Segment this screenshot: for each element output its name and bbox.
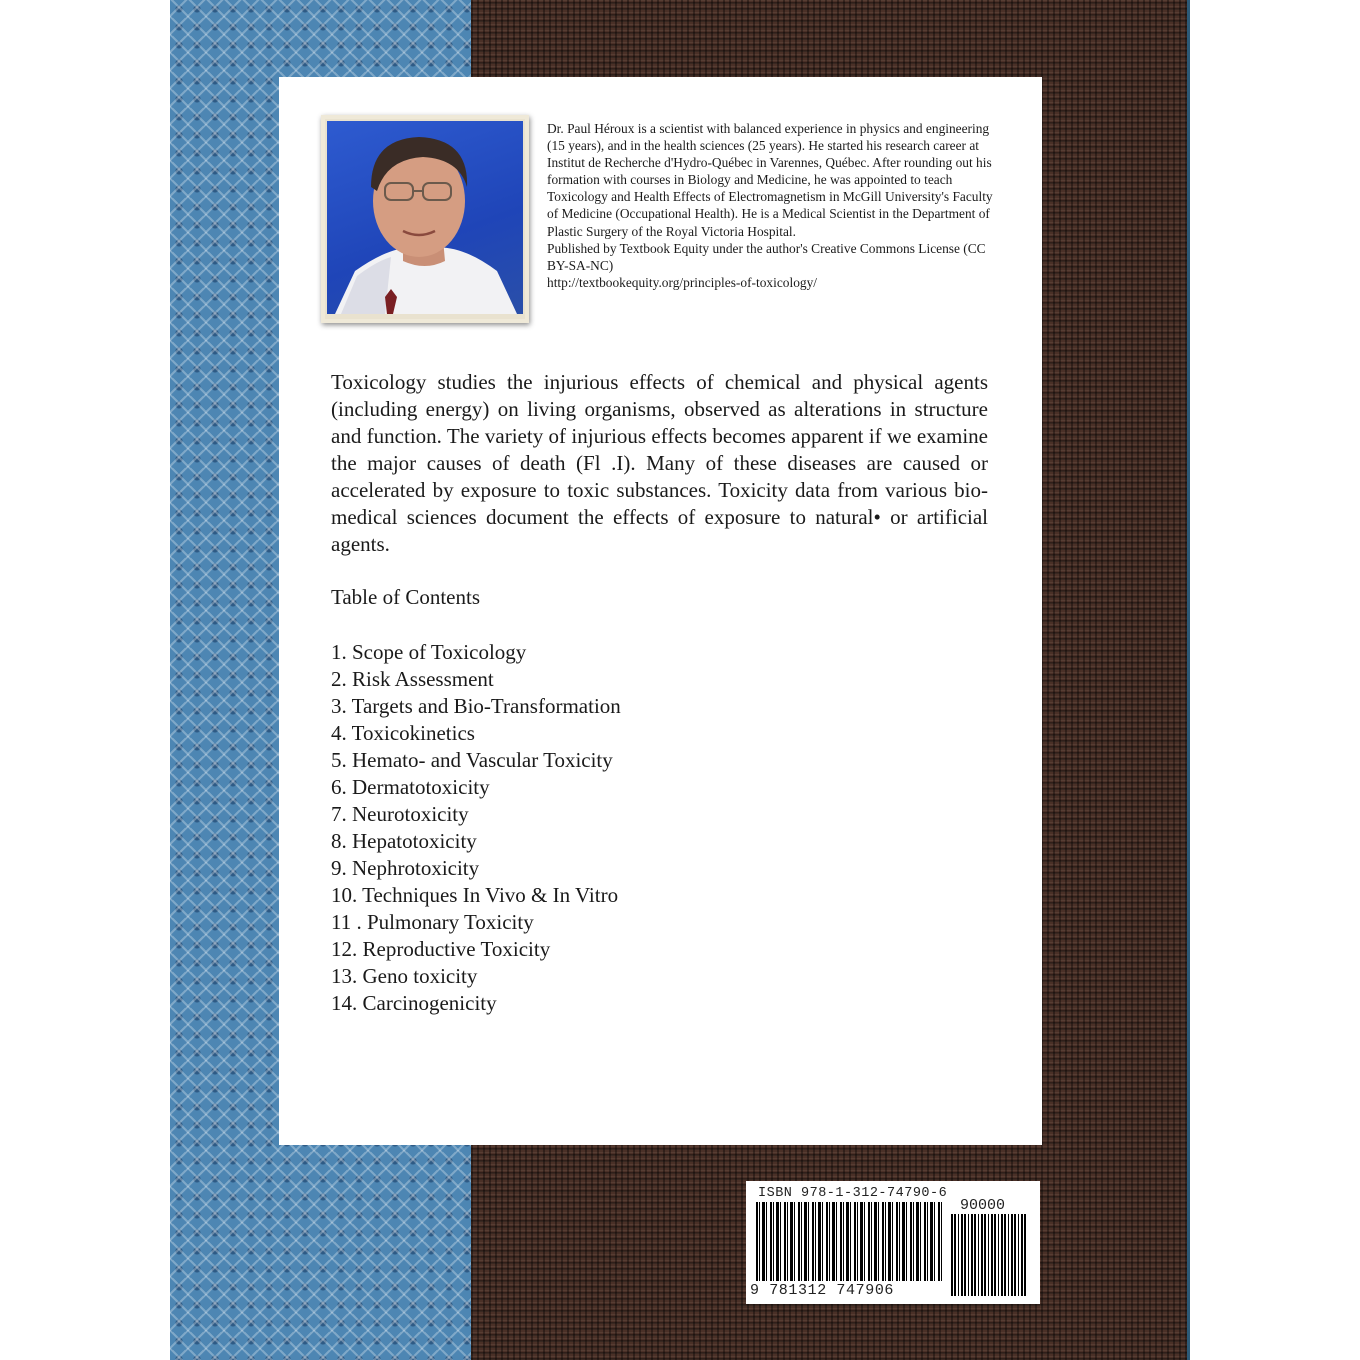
- toc-item: 12. Reproductive Toxicity: [331, 937, 551, 961]
- toc-item: 13. Geno toxicity: [331, 964, 478, 988]
- toc-item: 2. Risk Assessment: [331, 667, 494, 691]
- author-portrait-icon: [327, 121, 523, 314]
- isbn-barcode: [746, 1181, 1040, 1304]
- toc-item: 10. Techniques In Vivo & In Vitro: [331, 883, 619, 907]
- price-addon-label: 90000: [960, 1197, 1006, 1214]
- toc-item: 8. Hepatotoxicity: [331, 829, 477, 853]
- book-url: http://textbookequity.org/principles-of-toxicology/: [547, 274, 818, 290]
- author-photo-frame: [321, 115, 529, 323]
- toc-item: 7. Neurotoxicity: [331, 802, 469, 826]
- toc-item: 11 . Pulmonary Toxicity: [331, 910, 534, 934]
- author-bio: [547, 120, 997, 291]
- toc-item: 14. Carcinogenicity: [331, 991, 497, 1015]
- table-of-contents: [331, 639, 621, 1017]
- barcode-digits: 9 781312 747906: [750, 1282, 895, 1299]
- toc-item: 5. Hemato- and Vascular Toxicity: [331, 748, 613, 772]
- toc-item: 3. Targets and Bio-Transformation: [331, 694, 621, 718]
- publisher-note: Published by Textbook Equity under the author's Creative Commons License (CC BY-SA-NC): [547, 240, 986, 273]
- addon-barcode-bars-icon: [951, 1214, 1027, 1296]
- toc-item: 6. Dermatotoxicity: [331, 775, 490, 799]
- toc-title: Table of Contents: [331, 585, 480, 609]
- toc-item: 4. Toxicokinetics: [331, 721, 475, 745]
- isbn-label: ISBN 978-1-312-74790-6: [758, 1186, 948, 1201]
- author-bio-text: Dr. Paul Héroux is a scientist with balanced experience in physics and engineering (15 years), and in the health sciences (25 years). He started his research career at Institut de Recherche d'Hydro-Québec in Varennes, Québec. After rounding out his formation with courses in Biology and Medicine, he was appointed to teach Toxicology and Health Effects of Electromagnetism in McGill University's Faculty of Medicine (Occupational Health). He is a Medical Scientist in the Department of Plastic Surgery of the Royal Victoria Hospital.: [547, 121, 993, 239]
- toc-item: 1. Scope of Toxicology: [331, 640, 527, 664]
- toc-item: 9. Nephrotoxicity: [331, 856, 480, 880]
- content-panel: [279, 77, 1042, 1145]
- cover-edge: [1187, 0, 1190, 1360]
- book-summary: Toxicology studies the injurious effects of chemical and physical agents (including energy) on living organisms, observed as alterations in structure and function. The variety of injurious effects becomes apparent if we examine the major causes of death (Fl .I). Many of these diseases are caused or accelerated by exposure to toxic substances. Toxicity data from various bio-medical sciences document the effects of exposure to natural• or artificial agents.: [331, 370, 988, 556]
- author-photo: [327, 121, 523, 314]
- barcode-bars-icon: [756, 1202, 944, 1281]
